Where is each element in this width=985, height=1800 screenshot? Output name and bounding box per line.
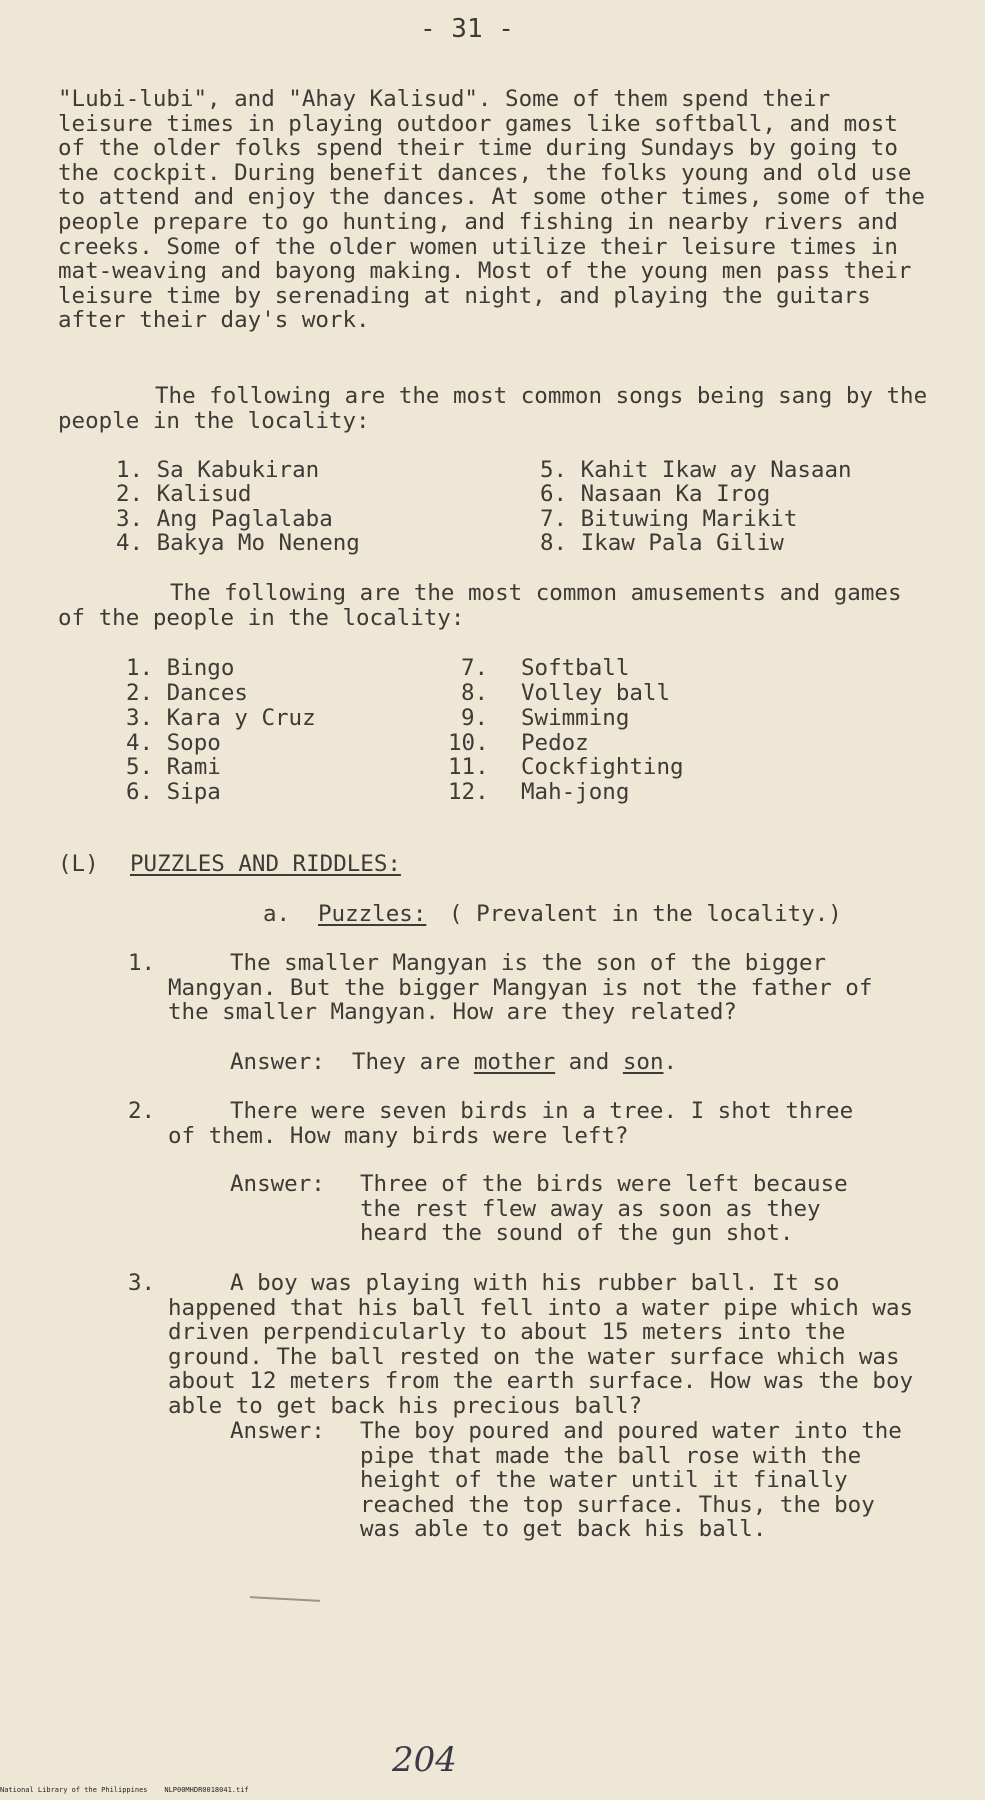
answer-label: Answer: [230,1049,325,1075]
list-item: 6. Nasaan Ka Irog [540,481,771,507]
puzzle-question: The smaller Mangyan is the son of the bigger Mangyan. But the bigger Mangyan is not the father of the smaller Mangyan. How are they related? [168,950,873,1026]
list-number: 8. [461,680,489,706]
list-item: 3. Ang Paglalaba [116,506,333,532]
list-number: 9. [461,705,489,731]
list-number: 12. [448,779,489,805]
list-number: 11. [448,754,489,780]
list-number: 10. [448,730,489,756]
puzzle-number: 1. [128,950,156,976]
list-item: Volley ball [521,680,671,706]
songs-intro: The following are the most common songs being sang by the people in the locality: [58,383,928,434]
list-item: 5. Kahit Ikaw ay Nasaan [540,457,852,483]
list-item: 7. Bituwing Marikit [540,506,798,532]
puzzle-answer [230,1050,677,1075]
sub-title: Puzzles: [318,901,427,927]
list-item: Pedoz [521,730,589,756]
list-item: 6. Sipa [126,779,221,805]
list-item: Cockfighting [521,754,684,780]
answer-text: . [663,1049,678,1075]
list-item: Swimming [521,705,630,731]
puzzle-question: There were seven birds in a tree. I shot three of them. How many birds were left? [168,1098,854,1149]
list-item: 1. Sa Kabukiran [116,457,320,483]
puzzle-number: 2. [128,1098,156,1124]
games-intro: The following are the most common amusements and games of the people in the locality: [58,580,902,631]
list-item: 5. Rami [126,754,221,780]
puzzle-question: A boy was playing with his rubber ball. It so happened that his ball fell into a water pipe which was driven perpendicularly to about 15 meters into the ground. The ball rested on the water surface which was about 12 meters from the earth surface. How was the boy able to get back his precious ball? [168,1270,914,1419]
answer-text: They are [351,1049,461,1075]
list-item: 2. Dances [126,680,248,706]
archive-footer: National Library of the Philippines NLP00MHDR0018041.tif [0,1786,249,1794]
pen-mark [250,1596,320,1602]
list-item: Mah-jong [521,779,630,805]
answer-label: Answer: [230,1171,325,1197]
list-item: 2. Kalisud [116,481,252,507]
list-item: 8. Ikaw Pala Giliw [540,530,784,556]
list-item: 3. Kara y Cruz [126,705,316,731]
intro-paragraph: "Lubi-lubi", and "Ahay Kalisud". Some of them spend their leisure times in playing outdoor games like softball, and most of the older folks spend their time during Sundays by going to the cockpit. During benefit dances, the folks young and old use to attend and enjoy the dances. At some other times, some of the people prepare to go hunting, and fishing in nearby rivers and creeks. Some of the older women utilize their leisure times in mat-weaving and bayong making. Most of the young men pass their leisure time by serenading at night, and playing the guitars after their day's work. [58,86,925,334]
list-item: 4. Bakya Mo Neneng [116,530,360,556]
answer-text: Three of the birds were left because the rest flew away as soon as they heard the sound of the gun shot. [360,1171,848,1247]
list-item: Softball [521,655,630,681]
section-label: (L) [58,851,99,877]
handwritten-page-number: 204 [392,1740,457,1780]
answer-text: The boy poured and poured water into the pipe that made the ball rose with the height of the water until it finally reached the top surface. Thus, the boy was able to get back his ball. [360,1418,902,1543]
sub-note: ( Prevalent in the locality.) [449,901,842,927]
page-number: - 31 - [420,14,514,44]
answer-text: and [568,1049,610,1075]
sub-label: a. [263,901,291,927]
list-number: 7. [461,655,489,681]
section-title: PUZZLES AND RIDDLES: [130,851,401,877]
answer-word: son [622,1049,664,1075]
list-item: 1. Bingo [126,655,235,681]
answer-word: mother [473,1049,556,1075]
list-item: 4. Sopo [126,730,221,756]
answer-label: Answer: [230,1418,325,1444]
puzzle-number: 3. [128,1270,156,1296]
